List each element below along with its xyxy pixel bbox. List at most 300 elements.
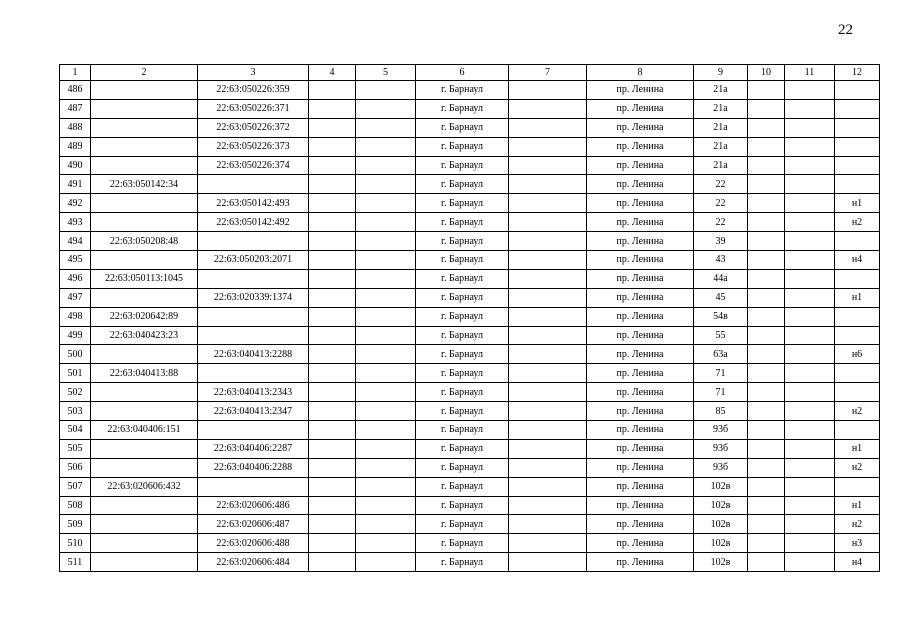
table-cell-col-5 [356, 251, 416, 270]
table-cell-col-6: г. Барнаул [416, 421, 509, 440]
table-cell-col-7 [509, 251, 587, 270]
table-cell-col-9: 22 [694, 175, 748, 194]
table-cell-col-3 [198, 232, 309, 251]
table-cell-col-4 [309, 383, 356, 402]
table-cell-col-1: 503 [60, 402, 91, 421]
table-cell-col-4 [309, 307, 356, 326]
column-header-7: 7 [509, 65, 587, 81]
table-row [60, 326, 880, 345]
table-cell-col-7 [509, 175, 587, 194]
table-cell-col-3: 22:63:050226:374 [198, 156, 309, 175]
table-cell-col-7 [509, 326, 587, 345]
table-cell-col-9: 21а [694, 118, 748, 137]
column-header-11: 11 [785, 65, 835, 81]
table-cell-col-11 [785, 515, 835, 534]
registry-table [59, 64, 880, 572]
table-cell-col-9: 102в [694, 534, 748, 553]
column-header-4: 4 [309, 65, 356, 81]
column-header-1: 1 [60, 65, 91, 81]
header-row [60, 65, 880, 81]
table-cell-col-4 [309, 175, 356, 194]
table-cell-col-12: н4 [835, 251, 880, 270]
table-cell-col-12 [835, 118, 880, 137]
table-cell-col-10 [748, 421, 785, 440]
table-cell-col-11 [785, 81, 835, 100]
table-cell-col-3: 22:63:050142:493 [198, 194, 309, 213]
table-cell-col-12 [835, 364, 880, 383]
table-cell-col-12: н4 [835, 553, 880, 572]
table-cell-col-9: 93б [694, 421, 748, 440]
table-cell-col-2: 22:63:020606:432 [91, 477, 198, 496]
table-cell-col-6: г. Барнаул [416, 175, 509, 194]
table-cell-col-10 [748, 553, 785, 572]
table-cell-col-9: 21а [694, 81, 748, 100]
table-cell-col-10 [748, 439, 785, 458]
table-cell-col-1: 499 [60, 326, 91, 345]
column-header-5: 5 [356, 65, 416, 81]
table-row [60, 156, 880, 175]
table-cell-col-8: пр. Ленина [587, 307, 694, 326]
table-cell-col-4 [309, 156, 356, 175]
table-row [60, 232, 880, 251]
table-cell-col-12: н1 [835, 439, 880, 458]
table-cell-col-7 [509, 364, 587, 383]
table-cell-col-5 [356, 307, 416, 326]
table-cell-col-3: 22:63:020606:487 [198, 515, 309, 534]
column-header-2: 2 [91, 65, 198, 81]
table-cell-col-7 [509, 534, 587, 553]
table-cell-col-11 [785, 326, 835, 345]
table-row [60, 269, 880, 288]
table-cell-col-5 [356, 137, 416, 156]
table-row [60, 175, 880, 194]
table-cell-col-5 [356, 156, 416, 175]
table-row [60, 383, 880, 402]
table-cell-col-11 [785, 534, 835, 553]
table-cell-col-2: 22:63:050113:1045 [91, 269, 198, 288]
table-cell-col-1: 489 [60, 137, 91, 156]
table-cell-col-9: 43 [694, 251, 748, 270]
table-cell-col-10 [748, 496, 785, 515]
table-cell-col-1: 511 [60, 553, 91, 572]
table-cell-col-10 [748, 458, 785, 477]
table-cell-col-7 [509, 99, 587, 118]
table-cell-col-9: 55 [694, 326, 748, 345]
table-cell-col-5 [356, 81, 416, 100]
table-cell-col-5 [356, 232, 416, 251]
table-row [60, 364, 880, 383]
table-cell-col-6: г. Барнаул [416, 345, 509, 364]
table-cell-col-1: 505 [60, 439, 91, 458]
table-cell-col-3: 22:63:050226:371 [198, 99, 309, 118]
table-cell-col-1: 494 [60, 232, 91, 251]
table-cell-col-2 [91, 553, 198, 572]
table-cell-col-8: пр. Ленина [587, 175, 694, 194]
table-cell-col-8: пр. Ленина [587, 402, 694, 421]
table-cell-col-3: 22:63:040406:2288 [198, 458, 309, 477]
table-cell-col-7 [509, 232, 587, 251]
table-row [60, 118, 880, 137]
table-cell-col-2 [91, 439, 198, 458]
table-cell-col-9: 102в [694, 496, 748, 515]
table-row [60, 251, 880, 270]
table-cell-col-4 [309, 402, 356, 421]
table-cell-col-8: пр. Ленина [587, 251, 694, 270]
table-cell-col-6: г. Барнаул [416, 326, 509, 345]
table-cell-col-6: г. Барнаул [416, 288, 509, 307]
table-cell-col-8: пр. Ленина [587, 383, 694, 402]
column-header-6: 6 [416, 65, 509, 81]
table-cell-col-11 [785, 213, 835, 232]
table-cell-col-8: пр. Ленина [587, 421, 694, 440]
table-cell-col-12: н2 [835, 213, 880, 232]
table-cell-col-10 [748, 118, 785, 137]
table-cell-col-2 [91, 99, 198, 118]
table-cell-col-10 [748, 383, 785, 402]
table-cell-col-7 [509, 194, 587, 213]
table-cell-col-11 [785, 439, 835, 458]
page-number: 22 [838, 22, 853, 38]
table-cell-col-3: 22:63:040413:2343 [198, 383, 309, 402]
table-cell-col-10 [748, 364, 785, 383]
table-cell-col-11 [785, 99, 835, 118]
table-cell-col-9: 21а [694, 137, 748, 156]
table-cell-col-3 [198, 364, 309, 383]
table-cell-col-8: пр. Ленина [587, 477, 694, 496]
table-cell-col-4 [309, 458, 356, 477]
table-cell-col-10 [748, 251, 785, 270]
table-cell-col-5 [356, 364, 416, 383]
table-cell-col-5 [356, 326, 416, 345]
table-cell-col-10 [748, 534, 785, 553]
table-cell-col-11 [785, 477, 835, 496]
table-cell-col-9: 39 [694, 232, 748, 251]
table-cell-col-1: 495 [60, 251, 91, 270]
table-cell-col-4 [309, 439, 356, 458]
table-cell-col-1: 509 [60, 515, 91, 534]
table-cell-col-1: 510 [60, 534, 91, 553]
column-header-10: 10 [748, 65, 785, 81]
table-cell-col-9: 45 [694, 288, 748, 307]
table-cell-col-2 [91, 515, 198, 534]
column-header-9: 9 [694, 65, 748, 81]
table-cell-col-6: г. Барнаул [416, 81, 509, 100]
table-cell-col-12 [835, 421, 880, 440]
table-cell-col-9: 54в [694, 307, 748, 326]
table-row [60, 345, 880, 364]
table-cell-col-3 [198, 269, 309, 288]
table-cell-col-6: г. Барнаул [416, 402, 509, 421]
table-cell-col-11 [785, 269, 835, 288]
table-cell-col-3: 22:63:040413:2347 [198, 402, 309, 421]
table-cell-col-3 [198, 421, 309, 440]
table-cell-col-7 [509, 137, 587, 156]
table-cell-col-4 [309, 515, 356, 534]
table-cell-col-2: 22:63:050208:48 [91, 232, 198, 251]
table-cell-col-2: 22:63:050142:34 [91, 175, 198, 194]
table-cell-col-11 [785, 553, 835, 572]
table-cell-col-11 [785, 421, 835, 440]
table-row [60, 477, 880, 496]
table-cell-col-6: г. Барнаул [416, 383, 509, 402]
table-cell-col-3: 22:63:050226:359 [198, 81, 309, 100]
table-cell-col-5 [356, 477, 416, 496]
table-cell-col-1: 501 [60, 364, 91, 383]
table-cell-col-5 [356, 553, 416, 572]
table-cell-col-3: 22:63:020606:486 [198, 496, 309, 515]
table-cell-col-11 [785, 194, 835, 213]
table-cell-col-12 [835, 156, 880, 175]
table-cell-col-10 [748, 288, 785, 307]
table-cell-col-4 [309, 251, 356, 270]
table-cell-col-4 [309, 534, 356, 553]
table-cell-col-7 [509, 496, 587, 515]
table-cell-col-9: 102в [694, 553, 748, 572]
table-cell-col-8: пр. Ленина [587, 156, 694, 175]
table-cell-col-12 [835, 81, 880, 100]
table-cell-col-1: 487 [60, 99, 91, 118]
table-cell-col-9: 21а [694, 156, 748, 175]
table-cell-col-2: 22:63:040423:23 [91, 326, 198, 345]
table-cell-col-7 [509, 439, 587, 458]
table-cell-col-3: 22:63:020339:1374 [198, 288, 309, 307]
table-cell-col-9: 71 [694, 383, 748, 402]
table-cell-col-1: 490 [60, 156, 91, 175]
table-cell-col-7 [509, 307, 587, 326]
table-row [60, 99, 880, 118]
table-cell-col-12 [835, 99, 880, 118]
table-cell-col-6: г. Барнаул [416, 534, 509, 553]
table-cell-col-8: пр. Ленина [587, 269, 694, 288]
table-cell-col-8: пр. Ленина [587, 496, 694, 515]
table-cell-col-1: 496 [60, 269, 91, 288]
table-cell-col-1: 497 [60, 288, 91, 307]
table-cell-col-7 [509, 477, 587, 496]
table-cell-col-2 [91, 402, 198, 421]
table-cell-col-1: 506 [60, 458, 91, 477]
table-cell-col-6: г. Барнаул [416, 439, 509, 458]
table-cell-col-4 [309, 269, 356, 288]
table-cell-col-8: пр. Ленина [587, 232, 694, 251]
table-cell-col-1: 486 [60, 81, 91, 100]
table-cell-col-10 [748, 515, 785, 534]
table-cell-col-12: н2 [835, 402, 880, 421]
table-cell-col-12: н6 [835, 345, 880, 364]
table-header [60, 65, 880, 81]
table-cell-col-5 [356, 458, 416, 477]
table-cell-col-7 [509, 402, 587, 421]
table-cell-col-1: 493 [60, 213, 91, 232]
table-cell-col-11 [785, 383, 835, 402]
table-cell-col-3 [198, 477, 309, 496]
table-cell-col-5 [356, 175, 416, 194]
table-cell-col-5 [356, 383, 416, 402]
table-cell-col-11 [785, 345, 835, 364]
table-cell-col-4 [309, 326, 356, 345]
table-cell-col-6: г. Барнаул [416, 515, 509, 534]
table-cell-col-3: 22:63:040406:2287 [198, 439, 309, 458]
table-cell-col-12 [835, 383, 880, 402]
table-cell-col-8: пр. Ленина [587, 439, 694, 458]
table-cell-col-2 [91, 345, 198, 364]
table-cell-col-12 [835, 477, 880, 496]
table-cell-col-6: г. Барнаул [416, 118, 509, 137]
table-cell-col-11 [785, 288, 835, 307]
table-cell-col-12: н1 [835, 288, 880, 307]
table-cell-col-9: 44а [694, 269, 748, 288]
table-cell-col-11 [785, 364, 835, 383]
table-cell-col-8: пр. Ленина [587, 213, 694, 232]
table-cell-col-1: 500 [60, 345, 91, 364]
table-cell-col-3 [198, 326, 309, 345]
table-cell-col-2: 22:63:040413:88 [91, 364, 198, 383]
table-cell-col-12 [835, 326, 880, 345]
table-cell-col-6: г. Барнаул [416, 364, 509, 383]
table-cell-col-5 [356, 194, 416, 213]
table-cell-col-6: г. Барнаул [416, 307, 509, 326]
table-cell-col-5 [356, 496, 416, 515]
column-header-8: 8 [587, 65, 694, 81]
table-cell-col-12: н2 [835, 458, 880, 477]
table-cell-col-4 [309, 477, 356, 496]
table-cell-col-6: г. Барнаул [416, 232, 509, 251]
table-cell-col-10 [748, 232, 785, 251]
table-cell-col-8: пр. Ленина [587, 137, 694, 156]
table-cell-col-1: 502 [60, 383, 91, 402]
table-cell-col-9: 102в [694, 477, 748, 496]
table-cell-col-2 [91, 194, 198, 213]
table-cell-col-5 [356, 345, 416, 364]
table-cell-col-11 [785, 232, 835, 251]
table-cell-col-10 [748, 307, 785, 326]
table-cell-col-9: 93б [694, 439, 748, 458]
table-cell-col-7 [509, 383, 587, 402]
table-row [60, 421, 880, 440]
table-cell-col-1: 491 [60, 175, 91, 194]
table-cell-col-11 [785, 307, 835, 326]
table-cell-col-6: г. Барнаул [416, 137, 509, 156]
table-cell-col-8: пр. Ленина [587, 288, 694, 307]
table-cell-col-4 [309, 232, 356, 251]
table-row [60, 81, 880, 100]
table-cell-col-3: 22:63:020606:488 [198, 534, 309, 553]
table-cell-col-10 [748, 81, 785, 100]
table-cell-col-8: пр. Ленина [587, 515, 694, 534]
table-cell-col-4 [309, 118, 356, 137]
table-cell-col-2 [91, 383, 198, 402]
table-row [60, 213, 880, 232]
table-cell-col-7 [509, 156, 587, 175]
table-cell-col-2 [91, 251, 198, 270]
table-cell-col-3: 22:63:020606:484 [198, 553, 309, 572]
table-cell-col-3 [198, 175, 309, 194]
table-cell-col-10 [748, 194, 785, 213]
table-cell-col-5 [356, 534, 416, 553]
table-cell-col-7 [509, 118, 587, 137]
table-cell-col-7 [509, 288, 587, 307]
table-cell-col-2 [91, 81, 198, 100]
table-cell-col-8: пр. Ленина [587, 326, 694, 345]
table-cell-col-4 [309, 345, 356, 364]
table-cell-col-4 [309, 194, 356, 213]
table-cell-col-12 [835, 175, 880, 194]
table-cell-col-2 [91, 534, 198, 553]
table-cell-col-12: н3 [835, 534, 880, 553]
table-cell-col-9: 71 [694, 364, 748, 383]
table-cell-col-9: 21а [694, 99, 748, 118]
table-cell-col-7 [509, 515, 587, 534]
table-row [60, 137, 880, 156]
table-cell-col-8: пр. Ленина [587, 345, 694, 364]
table-cell-col-1: 508 [60, 496, 91, 515]
table-cell-col-8: пр. Ленина [587, 553, 694, 572]
table-cell-col-10 [748, 402, 785, 421]
table-cell-col-5 [356, 269, 416, 288]
table-cell-col-2 [91, 458, 198, 477]
table-cell-col-4 [309, 81, 356, 100]
table-row [60, 307, 880, 326]
table-cell-col-6: г. Барнаул [416, 194, 509, 213]
table-cell-col-7 [509, 458, 587, 477]
table-cell-col-6: г. Барнаул [416, 269, 509, 288]
table-row [60, 496, 880, 515]
table-row [60, 515, 880, 534]
table-row [60, 534, 880, 553]
table-cell-col-12: н1 [835, 496, 880, 515]
table-cell-col-1: 498 [60, 307, 91, 326]
table-cell-col-7 [509, 269, 587, 288]
table-cell-col-11 [785, 496, 835, 515]
table-cell-col-12 [835, 307, 880, 326]
table-cell-col-11 [785, 118, 835, 137]
table-cell-col-5 [356, 99, 416, 118]
table-cell-col-3: 22:63:050142:492 [198, 213, 309, 232]
table-cell-col-2: 22:63:020642:89 [91, 307, 198, 326]
table-cell-col-6: г. Барнаул [416, 477, 509, 496]
table-cell-col-5 [356, 118, 416, 137]
table-cell-col-2 [91, 118, 198, 137]
table-cell-col-3: 22:63:050203:2071 [198, 251, 309, 270]
table-cell-col-11 [785, 402, 835, 421]
table-cell-col-4 [309, 553, 356, 572]
table-cell-col-5 [356, 421, 416, 440]
table-cell-col-5 [356, 439, 416, 458]
table-cell-col-2 [91, 137, 198, 156]
table-cell-col-12: н2 [835, 515, 880, 534]
table-cell-col-8: пр. Ленина [587, 118, 694, 137]
table-cell-col-2 [91, 213, 198, 232]
table-cell-col-10 [748, 213, 785, 232]
table-row [60, 288, 880, 307]
table-cell-col-4 [309, 213, 356, 232]
table-cell-col-8: пр. Ленина [587, 99, 694, 118]
table-cell-col-6: г. Барнаул [416, 553, 509, 572]
table-cell-col-7 [509, 421, 587, 440]
table-cell-col-8: пр. Ленина [587, 364, 694, 383]
table-cell-col-4 [309, 99, 356, 118]
table-row [60, 402, 880, 421]
table-cell-col-8: пр. Ленина [587, 534, 694, 553]
table-cell-col-10 [748, 345, 785, 364]
table-cell-col-11 [785, 251, 835, 270]
table-cell-col-1: 504 [60, 421, 91, 440]
table-cell-col-2: 22:63:040406:151 [91, 421, 198, 440]
table-row [60, 439, 880, 458]
table-cell-col-5 [356, 515, 416, 534]
table-cell-col-12 [835, 137, 880, 156]
table-cell-col-12 [835, 269, 880, 288]
table-cell-col-6: г. Барнаул [416, 99, 509, 118]
